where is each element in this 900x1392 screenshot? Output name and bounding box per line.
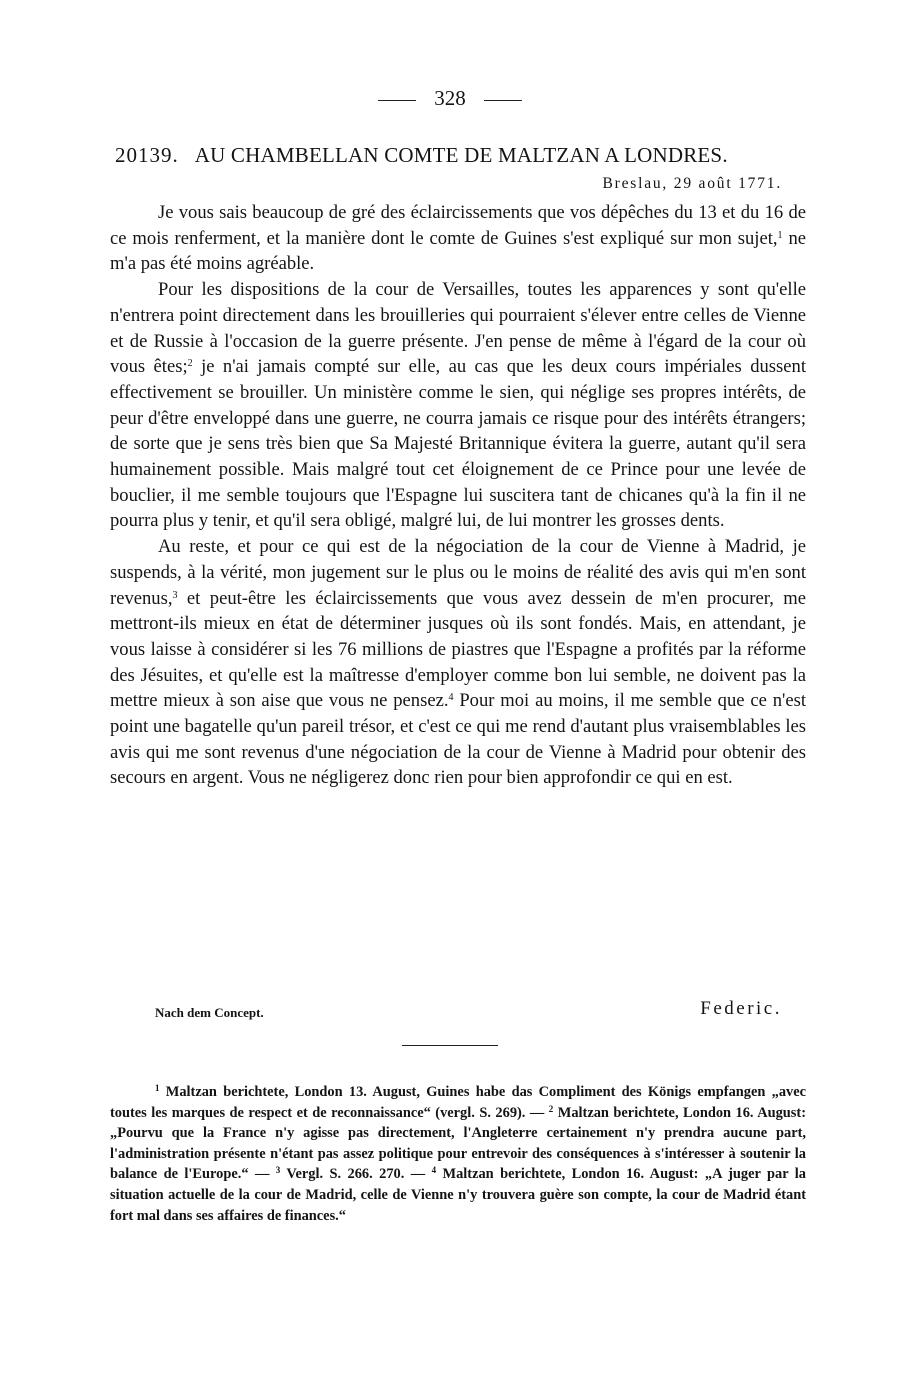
letter-body bbox=[110, 200, 806, 791]
paragraph-3 bbox=[110, 534, 806, 791]
paragraph-3-text-a: Au reste, et pour ce qui est de la négociation de la cour de Vienne à Madrid, je suspends, à la vérité, mon jugement sur le plus ou le moins de réalité des avis qui m'en sont revenus, bbox=[110, 536, 806, 609]
footnote-text-2: Maltzan berichtete, London 16. August: „Pourvu que la France n'y agisse pas directement, l'Angleterre certainement n'y prendra aucune part, l'administration présente n'étant pas assez politique pour entrevoir des conséquences à s'intéresser à soutenir la balance de l'Europe.“ — bbox=[110, 1104, 806, 1183]
header-rule-right bbox=[484, 100, 522, 101]
footnote-ref-1: 1 bbox=[777, 229, 783, 241]
footnote-text-3: Vergl. S. 266. 270. — bbox=[280, 1166, 432, 1183]
paragraph-2 bbox=[110, 277, 806, 534]
footnote-text-4: Maltzan berichtete, London 16. August: „A juger par la situation actuelle de la cour de Madrid, celle de Vienne n'y trouvera guère son compte, la cour de Madrid étant fort mal dans ses affaires de finances.“ bbox=[110, 1166, 806, 1224]
footnote-marker-1: 1 bbox=[155, 1083, 160, 1093]
source-note: Nach dem Concept. bbox=[155, 1005, 264, 1020]
paragraph-3-text-b: et peut-être les éclaircissements que vous avez dessein de m'en procurer, me mettront-ils mieux en état de déterminer jusques où ils sont fondés. Mais, en attendant, je vous laisse à considérer si les 76 millions de piastres que l'Espagne a profités par la réforme des Jésuites, et qu'elle est la maîtresse d'employer comme bon lui semble, ne doivent pas la mettre mieux à son aise que vous ne pensez. bbox=[110, 587, 806, 712]
footnote-ref-3: 3 bbox=[172, 589, 178, 601]
signature: Federic. bbox=[700, 998, 782, 1019]
paragraph-3-text-c: Pour moi au moins, il me semble que ce n'est point une bagatelle qu'un pareil trésor, et c'est ce qui me rend d'autant plus vraisemblables les avis qui me sont revenus d'une négociation de la cour de Vienne à Madrid pour obtenir des secours en argent. Vous ne négligerez donc rien pour bien approfondir ce qui en est. bbox=[110, 690, 807, 789]
dateline: Breslau, 29 août 1771. bbox=[602, 175, 782, 192]
letter-heading bbox=[115, 141, 815, 169]
paragraph-2-text-b: je n'ai jamais compté sur elle, au cas que les deux cours impériales dussent effectivement se brouiller. Un ministère comme le sien, qui néglige ses propres intérêts, de peur d'être enveloppé dans une guerre, ne courra jamais ce risque pour des intérêts étrangers; de sorte que je sens très bien que Sa Majesté Britannique évitera la guerre, autant qu'il sera humainement possible. Mais malgré tout cet éloignement de ce Prince pour une levée de bouclier, il me semble toujours que l'Espagne lui suscitera tant de chicanes qu'à la fin il ne pourra plus y tenir, et qu'il sera obligé, malgré lui, de lui montrer les grosses dents. bbox=[110, 356, 806, 532]
footnotes bbox=[110, 1082, 806, 1226]
page-number: 328 bbox=[434, 86, 466, 110]
paragraph-2-text-a: Pour les dispositions de la cour de Versailles, toutes les apparences y sont qu'elle n'entrera point directement dans les brouilleries qui pourraient s'élever entre celles de Vienne et de Russie à l'occasion de la guerre présente. J'en pense de même à l'égard de la cour où vous êtes; bbox=[110, 279, 806, 378]
footnote-ref-4: 4 bbox=[448, 692, 454, 704]
footnote-separator bbox=[402, 1045, 498, 1046]
paragraph-1 bbox=[110, 200, 806, 277]
paragraph-1-text-a: Je vous sais beaucoup de gré des éclaircissements que vos dépêches du 13 et du 16 de ce mois renferment, et la manière dont le comte de Guines s'est expliqué sur mon sujet, bbox=[110, 202, 806, 249]
footnote-ref-2: 2 bbox=[187, 358, 193, 370]
footnote-text-1: Maltzan berichtete, London 13. August, Guines habe das Compliment des Königs empfangen „avec toutes les marques de respect et de reconnaissance“ (vergl. S. 269). — bbox=[110, 1084, 806, 1121]
footnote-marker-3: 3 bbox=[275, 1165, 281, 1176]
letter-number: 20139. bbox=[115, 143, 179, 167]
page-header bbox=[0, 84, 900, 112]
letter-title: AU CHAMBELLAN COMTE DE MALTZAN A LONDRES. bbox=[194, 143, 728, 167]
footnote-block bbox=[110, 1082, 806, 1226]
footnote-marker-4: 4 bbox=[431, 1165, 437, 1176]
header-rule-left bbox=[378, 100, 416, 101]
footnote-marker-2: 2 bbox=[548, 1103, 554, 1114]
paragraph-1-text-b: ne m'a pas été moins agréable. bbox=[110, 227, 806, 275]
